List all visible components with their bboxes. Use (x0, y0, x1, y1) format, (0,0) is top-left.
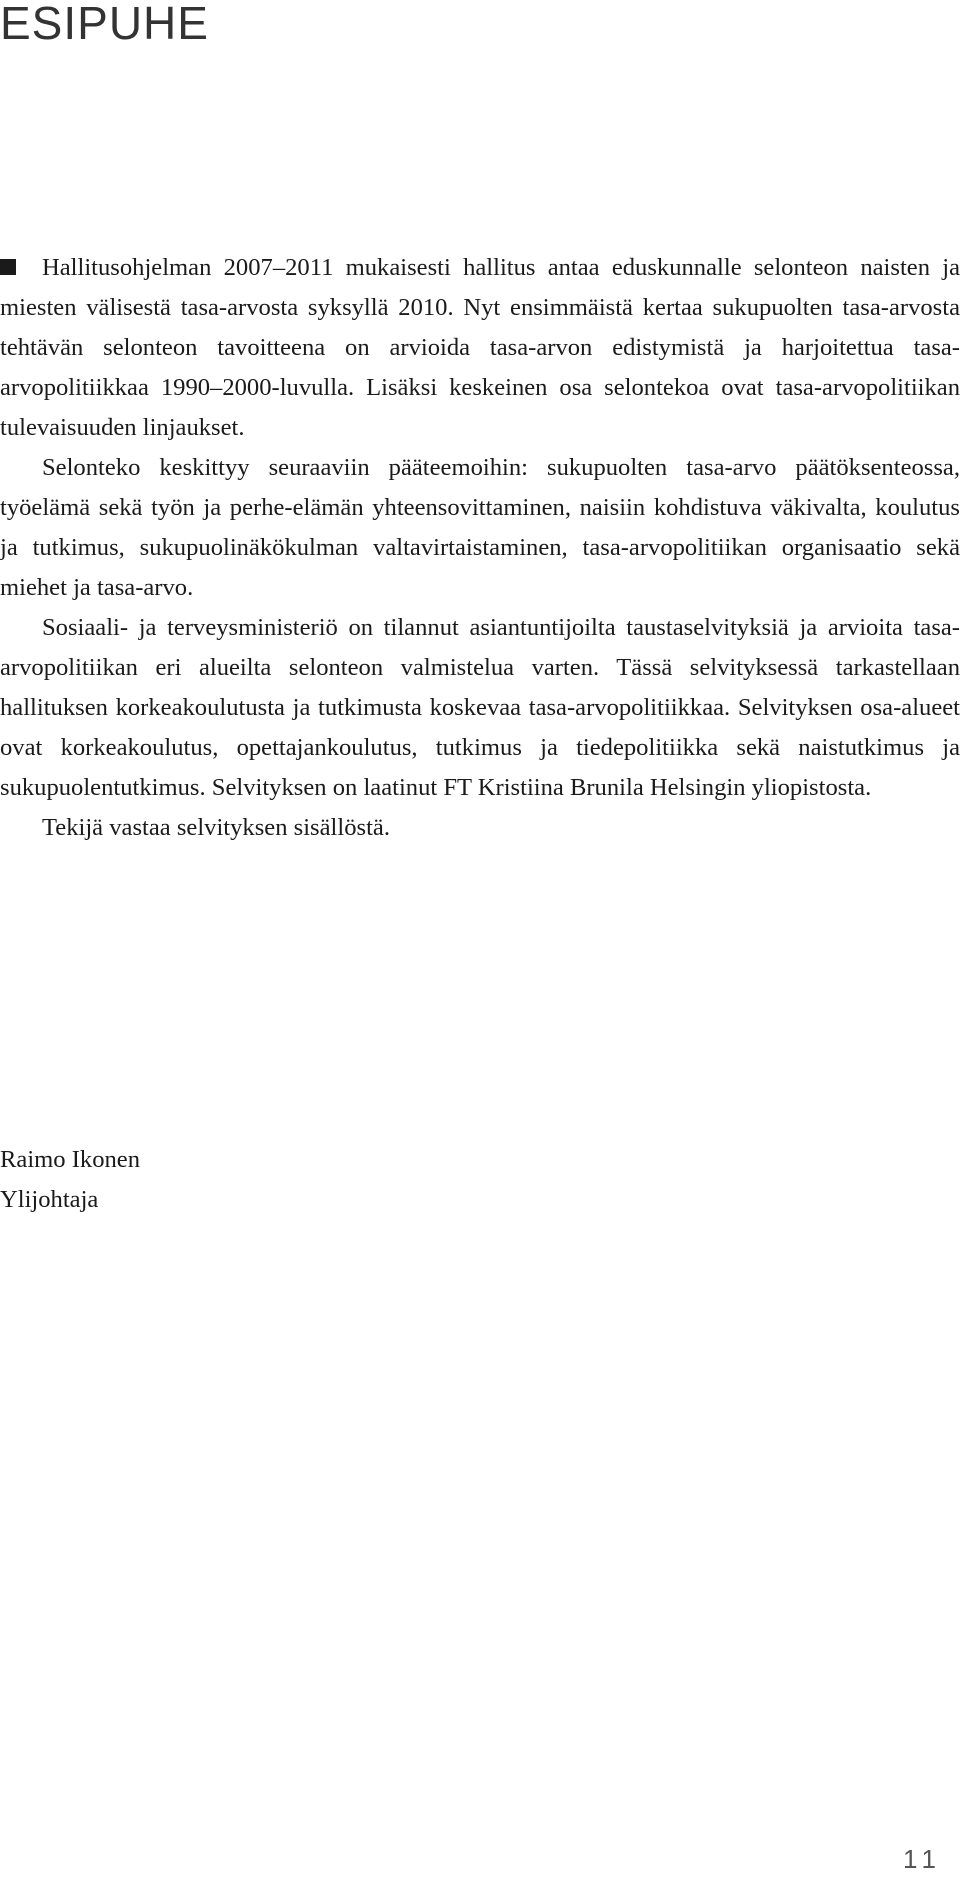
paragraph-1-text: Hallitusohjelman 2007–2011 mukaisesti hallitus antaa eduskunnalle selonteon naisten ja miesten välisestä tasa-arvosta syksyllä 2010. Nyt ensimmäistä kertaa sukupuolten tasa-arvosta tehtävän selonteon tavoitteena on arvioida tasa-arvon edistymistä ja harjoitettua tasa-arvopolitiikkaa 1990–2000-luvulla. Lisäksi keskeinen osa selontekoa ovat tasa-arvopolitiikan tulevaisuuden linjaukset. (0, 254, 960, 441)
body-text (0, 248, 960, 848)
paragraph-1 (0, 248, 960, 448)
signer-name: Raimo Ikonen (0, 1146, 141, 1173)
paragraph-2: Selonteko keskittyy seuraaviin pääteemoihin: sukupuolten tasa-arvo päätöksenteossa, työelämä sekä työn ja perhe-elämän yhteensovittaminen, naisiin kohdistuva väkivalta, koulutus ja tutkimus, sukupuolinäkökulman valtavirtaistaminen, tasa-arvopolitiikan organisaatio sekä miehet ja tasa-arvo. (0, 454, 960, 601)
page-title: ESIPUHE (0, 0, 209, 49)
paragraph-4: Tekijä vastaa selvityksen sisällöstä. (42, 814, 390, 841)
signer-role: Ylijohtaja (0, 1186, 99, 1213)
square-bullet-icon (0, 259, 16, 275)
paragraph-3: Sosiaali- ja terveysministeriö on tilannut asiantuntijoilta taustaselvityksiä ja arvioita tasa-arvopolitiikan eri alueilta selonteon valmistelua varten. Tässä selvityksessä tarkastellaan hallituksen korkeakoulutusta ja tutkimusta koskevaa tasa-arvopolitiikkaa. Selvityksen osa-alueet ovat korkeakoulutus, opettajankoulutus, tutkimus ja tiedepolitiikka sekä naistutkimus ja sukupuolentutkimus. Selvityksen on laatinut FT Kristiina Brunila Helsingin yliopistosta. (0, 614, 960, 801)
signature (0, 1140, 140, 1220)
page-number: 11 (903, 1844, 942, 1874)
